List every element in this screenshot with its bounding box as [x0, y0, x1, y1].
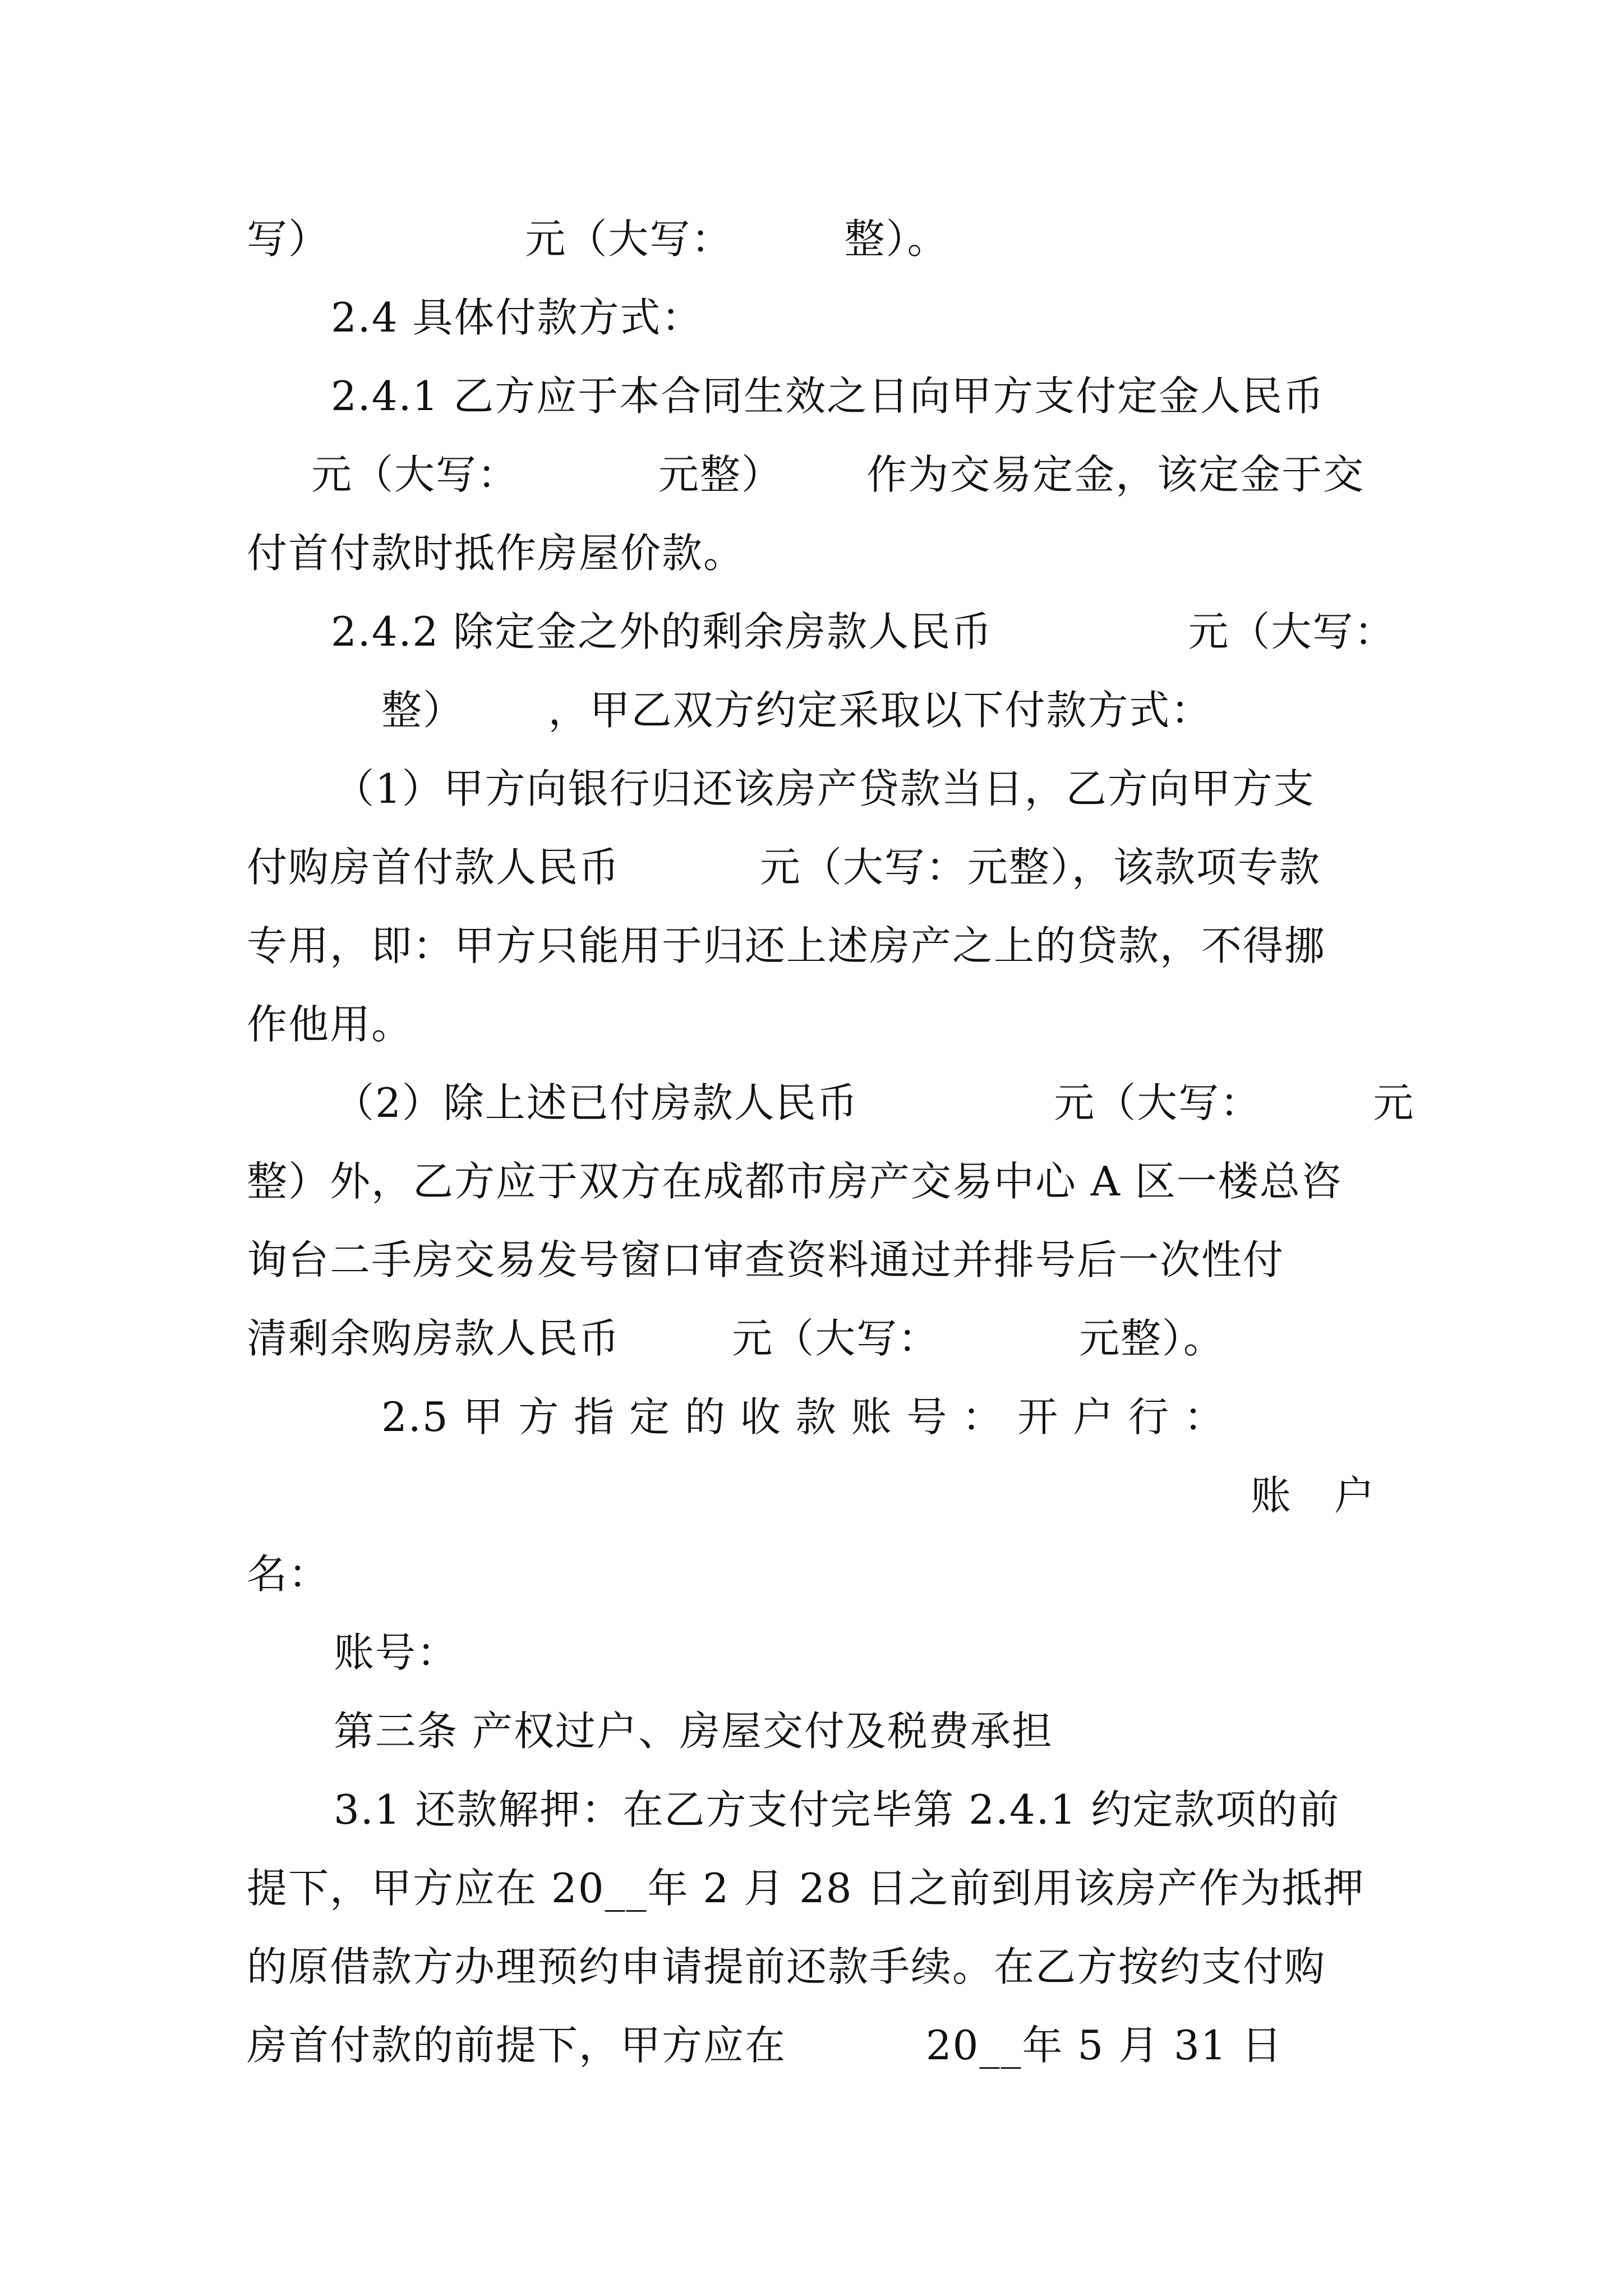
text-line-15: 清剩余购房款人民币 元（大写： 元整）。 [247, 1315, 1225, 1362]
text-line-20: 第三条 产权过户、房屋交付及税费承担 [334, 1708, 1053, 1755]
text-line-17: 账 户 [1251, 1472, 1376, 1519]
text-line-2: 2.4 具体付款方式： [331, 294, 703, 341]
text-line-11: 作他用。 [247, 1001, 413, 1048]
text-line-8: （1）甲方向银行归还该房产贷款当日，乙方向甲方支 [334, 765, 1315, 812]
text-line-10: 专用，即：甲方只能用于归还上述房产之上的贷款，不得挪 [247, 922, 1326, 969]
text-line-4: 元（大写： 元整） 作为交易定金，该定金于交 [311, 451, 1365, 498]
text-line-23: 的原借款方办理预约申请提前还款手续。在乙方按约支付购 [247, 1943, 1326, 1990]
text-line-12: （2）除上述已付房款人民币 元（大写： 元 [334, 1079, 1415, 1126]
text-line-3: 2.4.1 乙方应于本合同生效之日向甲方支付定金人民币 [331, 372, 1325, 420]
text-line-22: 提下，甲方应在 20__年 2 月 28 日之前到用该房产作为抵押 [247, 1865, 1365, 1912]
text-line-18: 名： [247, 1550, 330, 1598]
text-line-16: 2.5 甲 方 指 定 的 收 款 账 号 ： 开 户 行 ： [381, 1393, 1225, 1441]
text-line-9: 付购房首付款人民币 元（大写：元整），该款项专款 [247, 844, 1321, 891]
text-line-14: 询台二手房交易发号窗口审查资料通过并排号后一次性付 [247, 1236, 1285, 1283]
text-line-19: 账号： [334, 1629, 459, 1676]
text-line-7: 整） ，甲乙双方约定采取以下付款方式： [381, 687, 1212, 734]
text-line-13: 整）外，乙方应于双方在成都市房产交易中心 A 区一楼总咨 [247, 1158, 1343, 1205]
text-line-5: 付首付款时抵作房屋价款。 [247, 530, 745, 577]
text-line-6: 2.4.2 除定金之外的剩余房款人民币 元（大写： [331, 608, 1396, 655]
text-line-24: 房首付款的前提下，甲方应在 20__年 5 月 31 日 [247, 2022, 1283, 2069]
text-line-1: 写） 元（大写： 整）。 [247, 215, 949, 263]
text-line-21: 3.1 还款解押：在乙方支付完毕第 2.4.1 约定款项的前 [334, 1786, 1340, 1833]
